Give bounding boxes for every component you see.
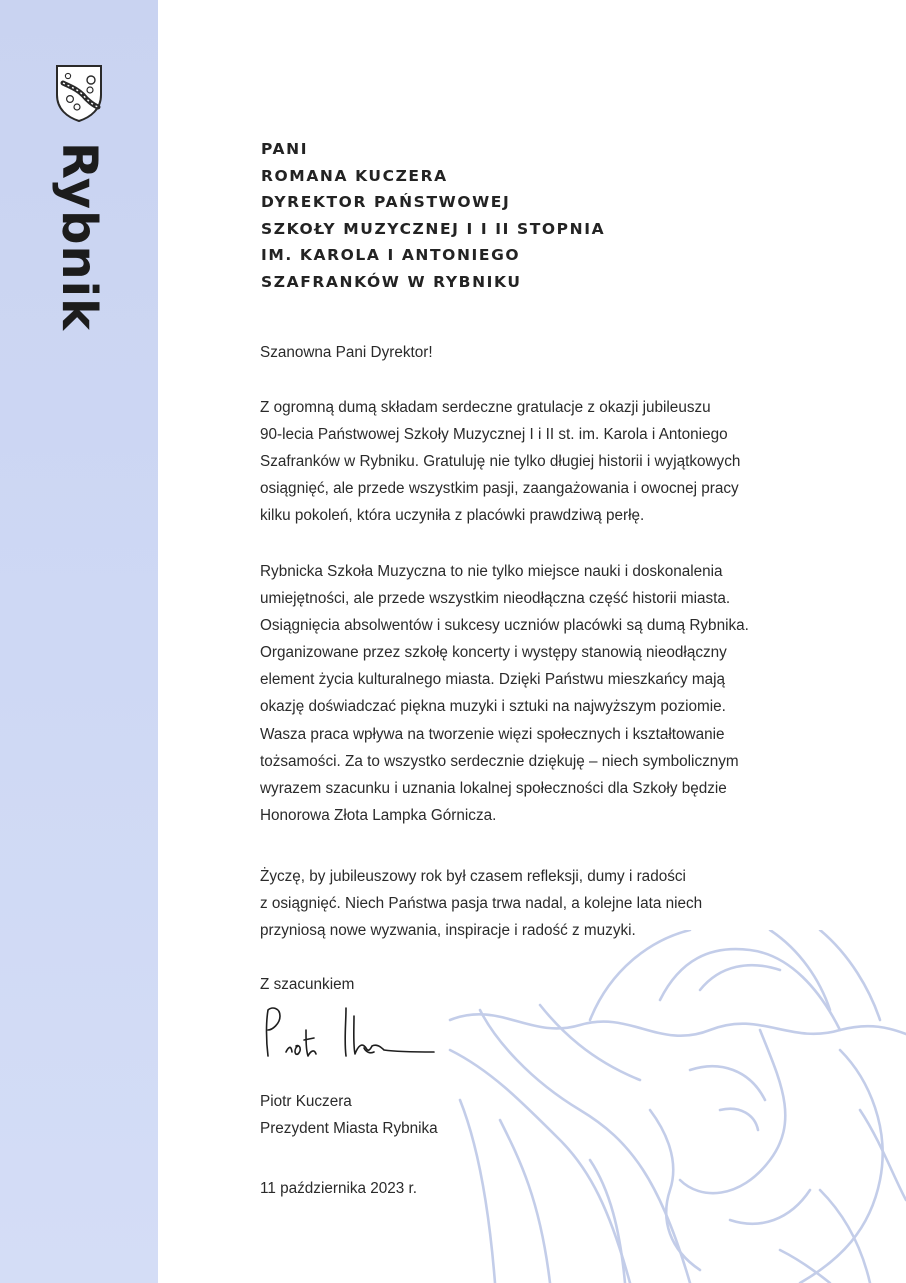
- addressee-line: IM. KAROLA I ANTONIEGO: [261, 246, 521, 265]
- text-line: przyniosą nowe wyzwania, inspiracje i radość z muzyki.: [260, 922, 636, 940]
- text-line: element życia kulturalnego miasta. Dzięki Państwu mieszkańcy mają: [260, 671, 726, 689]
- text-line: Rybnicka Szkoła Muzyczna to nie tylko miejsce nauki i doskonalenia: [260, 563, 723, 580]
- addressee-line: SZAFRANKÓW W RYBNIKU: [261, 272, 522, 291]
- text-line: Osiągnięcia absolwentów i sukcesy uczniów placówki są dumą Rybnika.: [260, 617, 749, 635]
- signer-name: Piotr Kuczera: [260, 1093, 352, 1110]
- coat-of-arms-icon: [53, 63, 105, 123]
- text-line: kilku pokoleń, która uczyniła z placówki prawdziwą perłę.: [260, 507, 645, 525]
- text-line: 90-lecia Państwowej Szkoły Muzycznej I i II st. im. Karola i Antoniego: [260, 426, 728, 444]
- addressee-block: [261, 136, 605, 296]
- watermark-emblem-icon: [440, 930, 906, 1283]
- text-line: okazję doświadczać piękna muzyki i sztuki na najwyższym poziomie.: [260, 698, 726, 716]
- text-line: wyrazem szacunku i uznania lokalnej społeczności dla Szkoły będzie: [260, 779, 727, 797]
- closing: Z szacunkiem: [260, 976, 355, 993]
- paragraph-3: [260, 863, 702, 944]
- signer-title: Prezydent Miasta Rybnika: [260, 1120, 438, 1138]
- text-line: z osiągnięć. Niech Państwa pasja trwa nadal, a kolejne lata niech: [260, 895, 703, 913]
- handwritten-signature-icon: [258, 1000, 448, 1070]
- signer-block: [260, 1088, 438, 1142]
- paragraph-1: [260, 394, 740, 529]
- addressee-line: ROMANA KUCZERA: [261, 166, 448, 185]
- text-line: Organizowane przez szkołę koncerty i występy stanowią nieodłączny: [260, 644, 727, 662]
- salutation: Szanowna Pani Dyrektor!: [260, 344, 433, 361]
- sidebar-band: [0, 0, 158, 1283]
- text-line: Życzę, by jubileuszowy rok był czasem refleksji, dumy i radości: [260, 868, 686, 885]
- text-line: osiągnięć, ale przede wszystkim pasji, zaangażowania i owocnej pracy: [260, 480, 739, 498]
- addressee-line: PANI: [261, 140, 309, 158]
- brand-wordmark: Rybnik: [51, 142, 107, 331]
- letter-date: 11 października 2023 r.: [260, 1180, 418, 1197]
- text-line: Wasza praca wpływa na tworzenie więzi społecznych i kształtowanie: [260, 725, 725, 743]
- addressee-line: SZKOŁY MUZYCZNEJ I I II STOPNIA: [261, 219, 606, 238]
- text-line: umiejętności, ale przede wszystkim nieodłączna część historii miasta.: [260, 590, 731, 608]
- addressee-line: DYREKTOR PAŃSTWOWEJ: [261, 193, 511, 212]
- text-line: Z ogromną dumą składam serdeczne gratulacje z okazji jubileuszu: [260, 399, 711, 416]
- text-line: tożsamości. Za to wszystko serdecznie dziękuję – niech symbolicznym: [260, 752, 739, 770]
- paragraph-2: [260, 558, 749, 829]
- text-line: Szafranków w Rybniku. Gratuluję nie tylko długiej historii i wyjątkowych: [260, 453, 741, 471]
- text-line: Honorowa Złota Lampka Górnicza.: [260, 806, 497, 824]
